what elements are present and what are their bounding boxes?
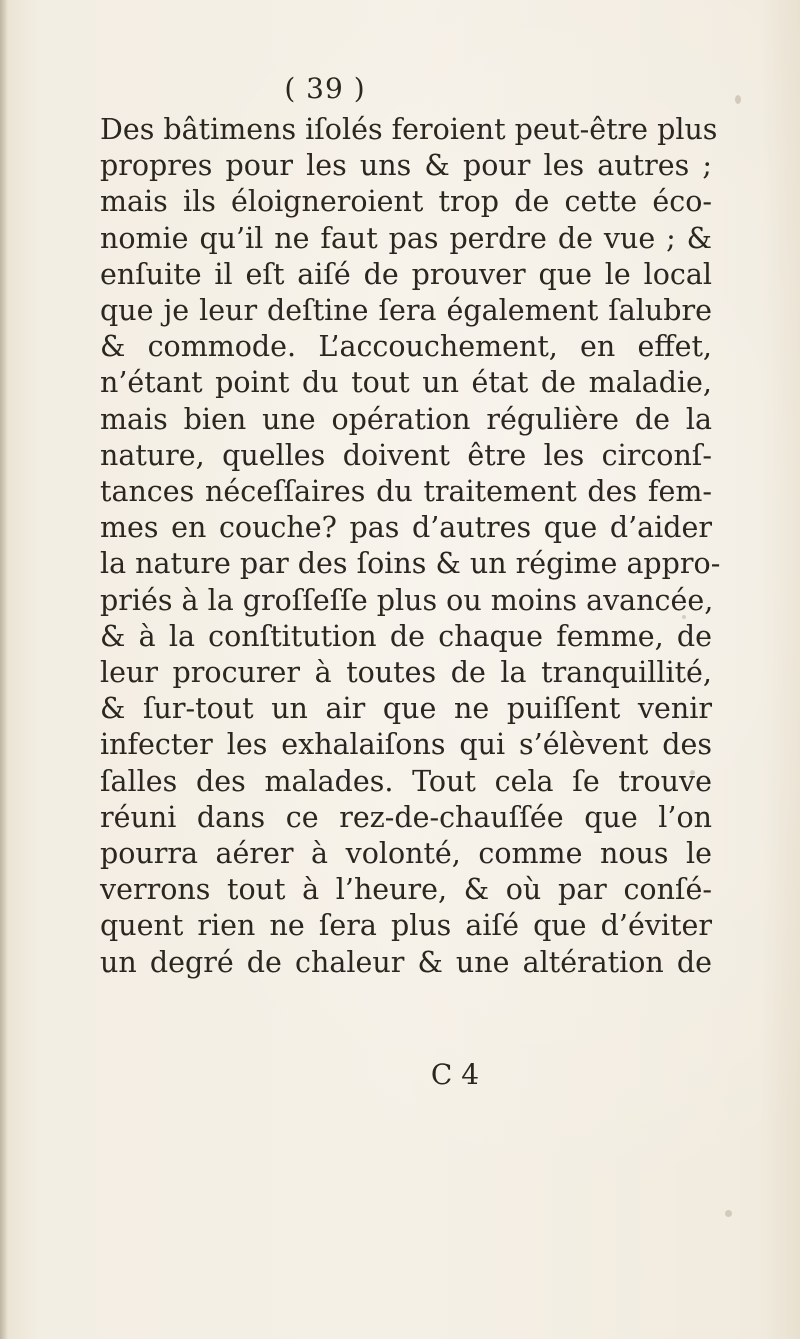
text-line: que je leur deſtine ſera également ſalubre xyxy=(100,294,712,328)
text-line: quent rien ne ſera plus aiſé que d’éviter xyxy=(100,909,712,943)
page-gutter-shadow xyxy=(0,0,8,1339)
text-line: mais ils éloigneroient trop de cette éco- xyxy=(100,185,712,219)
text-line: n’étant point du tout un état de maladie, xyxy=(100,366,712,400)
text-line: leur procurer à toutes de la tranquillité, xyxy=(100,656,712,690)
text-line: & ſur-tout un air que ne puiſſent venir xyxy=(100,692,712,726)
page-number: ( 39 ) xyxy=(284,72,366,105)
text-line: la nature par des ſoins & un régime appro- xyxy=(100,547,721,581)
text-line: un degré de chaleur & une altération de xyxy=(100,945,712,979)
text-line: ſalles des malades. Tout cela ſe trouve xyxy=(100,764,712,798)
text-line: & à la conſtitution de chaque femme, de xyxy=(100,619,712,653)
text-line: verrons tout à l’heure, & où par conſé- xyxy=(100,873,712,907)
text-line: & commode. L’accouchement, en effet, xyxy=(100,330,712,364)
text-line: mais bien une opération régulière de la xyxy=(100,402,712,436)
body-text xyxy=(100,112,721,981)
text-line: nature, quelles doivent être les circonſ- xyxy=(100,438,712,472)
text-line: pourra aérer à volonté, comme nous le xyxy=(100,837,712,871)
text-line: mes en couche? pas d’autres que d’aider xyxy=(100,511,712,545)
text-line: enſuite il eſt aiſé de prouver que le local xyxy=(100,257,712,291)
text-line: priés à la groſſeſſe plus ou moins avancée, xyxy=(100,583,714,617)
signature-mark: C 4 xyxy=(430,1058,480,1091)
text-line: nomie qu’il ne faut pas perdre de vue ; & xyxy=(100,221,712,255)
text-line: réuni dans ce rez-de-chauſſée que l’on xyxy=(100,800,712,834)
text-line: propres pour les uns & pour les autres ; xyxy=(100,149,712,183)
text-line: infecter les exhalaiſons qui s’élèvent des xyxy=(100,728,712,762)
text-line: Des bâtimens iſolés feroient peut-être plus xyxy=(100,113,718,146)
paper-stain xyxy=(725,1210,732,1217)
text-line: tances néceſſaires du traitement des fem- xyxy=(100,475,712,509)
